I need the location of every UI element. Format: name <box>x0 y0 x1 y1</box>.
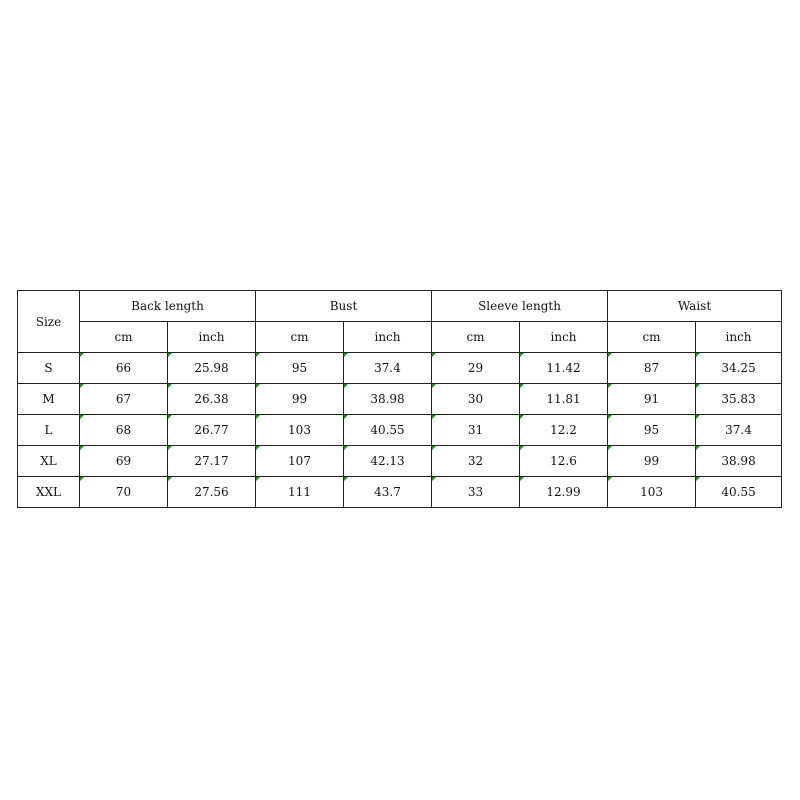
value-cell: 34.25 <box>696 353 782 384</box>
value-cell: 26.77 <box>168 415 256 446</box>
value-cell: 37.4 <box>344 353 432 384</box>
value-cell: 107 <box>256 446 344 477</box>
value-cell: 33 <box>432 477 520 508</box>
unit-header-inch: inch <box>520 322 608 353</box>
unit-header-inch: inch <box>168 322 256 353</box>
size-cell: S <box>18 353 80 384</box>
value-cell: 66 <box>80 353 168 384</box>
value-cell: 32 <box>432 446 520 477</box>
value-cell: 69 <box>80 446 168 477</box>
value-cell: 40.55 <box>696 477 782 508</box>
value-cell: 11.42 <box>520 353 608 384</box>
value-cell: 27.17 <box>168 446 256 477</box>
value-cell: 37.4 <box>696 415 782 446</box>
value-cell: 103 <box>608 477 696 508</box>
value-cell: 87 <box>608 353 696 384</box>
size-header: Size <box>18 291 80 353</box>
group-header-bust: Bust <box>256 291 432 322</box>
table-row <box>18 415 782 446</box>
table-row <box>18 353 782 384</box>
table-row <box>18 477 782 508</box>
value-cell: 70 <box>80 477 168 508</box>
value-cell: 68 <box>80 415 168 446</box>
value-cell: 99 <box>608 446 696 477</box>
value-cell: 27.56 <box>168 477 256 508</box>
value-cell: 12.6 <box>520 446 608 477</box>
unit-header-cm: cm <box>608 322 696 353</box>
size-cell: L <box>18 415 80 446</box>
unit-header-cm: cm <box>256 322 344 353</box>
group-header-back-length: Back length <box>80 291 256 322</box>
value-cell: 42.13 <box>344 446 432 477</box>
value-cell: 99 <box>256 384 344 415</box>
unit-header-cm: cm <box>80 322 168 353</box>
size-cell: XL <box>18 446 80 477</box>
unit-header-cm: cm <box>432 322 520 353</box>
value-cell: 38.98 <box>344 384 432 415</box>
value-cell: 67 <box>80 384 168 415</box>
value-cell: 40.55 <box>344 415 432 446</box>
unit-header-inch: inch <box>696 322 782 353</box>
value-cell: 12.2 <box>520 415 608 446</box>
value-cell: 95 <box>256 353 344 384</box>
value-cell: 95 <box>608 415 696 446</box>
value-cell: 111 <box>256 477 344 508</box>
value-cell: 38.98 <box>696 446 782 477</box>
value-cell: 31 <box>432 415 520 446</box>
value-cell: 25.98 <box>168 353 256 384</box>
size-cell: XXL <box>18 477 80 508</box>
value-cell: 91 <box>608 384 696 415</box>
group-header-sleeve-length: Sleeve length <box>432 291 608 322</box>
group-header-waist: Waist <box>608 291 782 322</box>
value-cell: 30 <box>432 384 520 415</box>
value-cell: 103 <box>256 415 344 446</box>
size-cell: M <box>18 384 80 415</box>
value-cell: 35.83 <box>696 384 782 415</box>
value-cell: 29 <box>432 353 520 384</box>
table-row <box>18 384 782 415</box>
value-cell: 26.38 <box>168 384 256 415</box>
size-chart-table <box>17 290 782 508</box>
table-row <box>18 446 782 477</box>
unit-header-row <box>18 322 782 353</box>
value-cell: 43.7 <box>344 477 432 508</box>
value-cell: 11.81 <box>520 384 608 415</box>
unit-header-inch: inch <box>344 322 432 353</box>
group-header-row <box>18 291 782 322</box>
value-cell: 12.99 <box>520 477 608 508</box>
